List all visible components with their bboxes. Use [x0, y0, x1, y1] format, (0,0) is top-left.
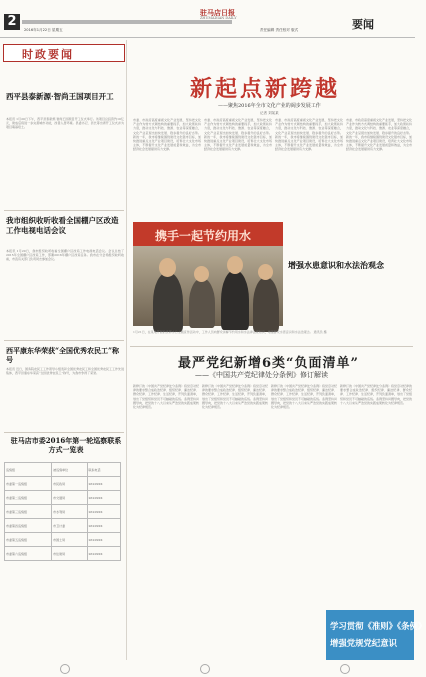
promo-box [326, 610, 426, 660]
table-cell: 市水利局 [52, 505, 87, 519]
table-cell: 被巡察单位 [52, 463, 87, 477]
table-cell: 联系电话 [87, 463, 121, 477]
rail-header: 时政要闻 [22, 48, 74, 61]
divider [130, 346, 413, 347]
editor-line: 责任编辑 责任校对 版式 [260, 28, 299, 32]
registration-mark [60, 664, 70, 674]
lead-title: 新起点新跨越 [190, 77, 341, 102]
header-rule [22, 20, 232, 24]
table-cell: 市国土局 [52, 533, 87, 547]
page-footer [0, 660, 415, 677]
table-cell: 市委第一巡察组 [5, 477, 52, 491]
column-divider [126, 40, 127, 660]
table-cell: 市委第六巡察组 [5, 547, 52, 561]
page-number: 2 [4, 14, 20, 30]
table-cell: 2622XXX [87, 505, 121, 519]
story-title: 驻马店市委2016年第一轮巡察联系方式一览表 [10, 436, 122, 454]
table-cell: 2622XXX [87, 533, 121, 547]
promo-line: 增强党规党纪意识 [330, 638, 397, 648]
lead-body-col: 市委、市政府高度重视文化产业发展，坚持把文化产业作为转方式调结构的重要抓手，加大政策扶持力度，推动文化与科技、旅游、农业等深度融合，文化产业呈现出加快发展、稳步提升的良好态势。新的一年，我市将继续围绕建设文化强市目标，加快推进重点文化产业项目建设，培育壮大文化市场主体，不断提升文化产业发展质量和效益，为全市经济社会发展提供有力支撑。 [133, 118, 201, 152]
story-body: 本报讯 近日，国务院农民工工作领导小组表彰全国优秀农民工和全国优秀农民工工作先进集体，西平县康东华荣获“全国优秀农民工”称号，为我市争得了荣誉。 [6, 367, 124, 376]
date-line: 2016年1月22日 星期五 [24, 28, 63, 32]
news-photo [133, 222, 283, 326]
contact-table [4, 462, 121, 561]
lead-body-col: 市委、市政府高度重视文化产业发展，坚持把文化产业作为转方式调结构的重要抓手，加大政策扶持力度，推动文化与科技、旅游、农业等深度融合，文化产业呈现出加快发展、稳步提升的良好态势。新的一年，我市将继续围绕建设文化强市目标，加快推进重点文化产业项目建设，培育壮大文化市场主体，不断提升文化产业发展质量和效益，为全市经济社会发展提供有力支撑。 [204, 118, 272, 152]
second-body-col: 新修订的《中国共产党纪律处分条例》将党章对纪律的要求整合成政治纪律、组织纪律、廉洁纪律、群众纪律、工作纪律、生活纪律，开列负面清单，划出了党组织和党员不可触碰的底线。条例坚持问题导向，把党的十八大以来从严治党的实践成果转化为纪律规范。 [133, 384, 200, 410]
person-figure [153, 272, 183, 332]
masthead-english: ZHUMADIAN DAILY [200, 16, 237, 20]
divider [4, 340, 124, 341]
table-cell: 2622XXX [87, 547, 121, 561]
table-cell: 市委第四巡察组 [5, 519, 52, 533]
table-cell: 2622XXX [87, 491, 121, 505]
table-row [5, 547, 121, 561]
registration-mark [200, 664, 210, 674]
table-row [5, 533, 121, 547]
table-cell: 市委第三巡察组 [5, 505, 52, 519]
table-row [5, 519, 121, 533]
second-body-col: 新修订的《中国共产党纪律处分条例》将党章对纪律的要求整合成政治纪律、组织纪律、廉洁纪律、群众纪律、工作纪律、生活纪律，开列负面清单，划出了党组织和党员不可触碰的底线。条例坚持问题导向，把党的十八大以来从严治党的实践成果转化为纪律规范。 [340, 384, 413, 405]
story-title: 西平康东华荣获“全国优秀农民工”称号 [6, 346, 120, 364]
table-cell: 市委第二巡察组 [5, 491, 52, 505]
story-title: 西平县泰新源·智尚王国项目开工 [6, 92, 114, 101]
page-header [0, 0, 415, 38]
photo-banner-text: 携手一起节约用水 [155, 229, 252, 243]
table-row [5, 505, 121, 519]
person-head [258, 264, 273, 280]
person-head [194, 266, 209, 282]
person-head [227, 256, 243, 274]
table-row [5, 463, 121, 477]
lead-subtitle: ——聚焦2016年全市文化产业的阔步发展工作 [218, 103, 321, 109]
table-cell: 市住建局 [52, 547, 87, 561]
table-cell: 市交通局 [52, 491, 87, 505]
story-body: 本报讯 1月20日，我市组织收听收看全国棚户区改造工作电视电话会议。会议总结了2015年全国棚户区改造工作，部署2016年棚户区改造任务。我市在分会场组织收听收看，市直有关部门负责同志参加会议。 [6, 249, 124, 262]
person-figure [221, 270, 249, 330]
divider [4, 210, 124, 211]
lead-byline: 记者 刘某某 [260, 111, 279, 115]
registration-mark [340, 664, 350, 674]
second-title: 最严党纪新增6类“负面清单” [178, 356, 360, 371]
person-figure [253, 277, 279, 332]
table-cell: 2622XXX [87, 477, 121, 491]
masthead: 驻马店日报 [200, 8, 235, 17]
lead-body-col: 市委、市政府高度重视文化产业发展，坚持把文化产业作为转方式调结构的重要抓手，加大政策扶持力度，推动文化与科技、旅游、农业等深度融合，文化产业呈现出加快发展、稳步提升的良好态势。新的一年，我市将继续围绕建设文化强市目标，加快推进重点文化产业项目建设，培育壮大文化市场主体，不断提升文化产业发展质量和效益，为全市经济社会发展提供有力支撑。 [275, 118, 343, 152]
section-title: 要闻 [352, 18, 374, 31]
photo-title: 增强水患意识和水法治观念 [288, 260, 384, 270]
table-cell: 巡察组 [5, 463, 52, 477]
table-cell: 市民政局 [52, 477, 87, 491]
table-cell: 市卫计委 [52, 519, 87, 533]
lead-body-col: 市委、市政府高度重视文化产业发展，坚持把文化产业作为转方式调结构的重要抓手，加大政策扶持力度，推动文化与科技、旅游、农业等深度融合，文化产业呈现出加快发展、稳步提升的良好态势。新的一年，我市将继续围绕建设文化强市目标，加快推进重点文化产业项目建设，培育壮大文化市场主体，不断提升文化产业发展质量和效益，为全市经济社会发展提供有力支撑。 [346, 118, 413, 152]
promo-line: 学习贯彻《准则》《条例》 [330, 621, 426, 631]
story-title: 我市组织收听收看全国棚户区改造工作电视电话会议 [6, 216, 119, 235]
table-row [5, 491, 121, 505]
table-cell: 市委第五巡察组 [5, 533, 52, 547]
second-subtitle: ——《中国共产党纪律处分条例》修订解读 [195, 371, 328, 379]
person-figure [189, 278, 215, 328]
story-body: 本报讯 1月20日下午，西平县泰新源·智尚王国项目开工仪式举行。该项目总投资约10亿元，建成后将进一步完善城市功能，改善人居环境。县委书记、县长等出席开工仪式并为项目奠基培土。 [6, 117, 124, 130]
second-body-col: 新修订的《中国共产党纪律处分条例》将党章对纪律的要求整合成政治纪律、组织纪律、廉洁纪律、群众纪律、工作纪律、生活纪律，开列负面清单，划出了党组织和党员不可触碰的底线。条例坚持问题导向，把党的十八大以来从严治党的实践成果转化为纪律规范。 [202, 384, 269, 410]
table-cell: 2622XXX [87, 519, 121, 533]
photo-caption: 1月21日，在某地开展的世界水日主题宣传活动中，工作人员向群众讲解节约用水和水法律法规知识，增强群众水患意识和水法治观念。 通讯员 摄 [133, 330, 327, 334]
table-row [5, 477, 121, 491]
divider [4, 432, 124, 433]
second-body-col: 新修订的《中国共产党纪律处分条例》将党章对纪律的要求整合成政治纪律、组织纪律、廉洁纪律、群众纪律、工作纪律、生活纪律，开列负面清单，划出了党组织和党员不可触碰的底线。条例坚持问题导向，把党的十八大以来从严治党的实践成果转化为纪律规范。 [271, 384, 338, 410]
person-head [159, 258, 176, 277]
